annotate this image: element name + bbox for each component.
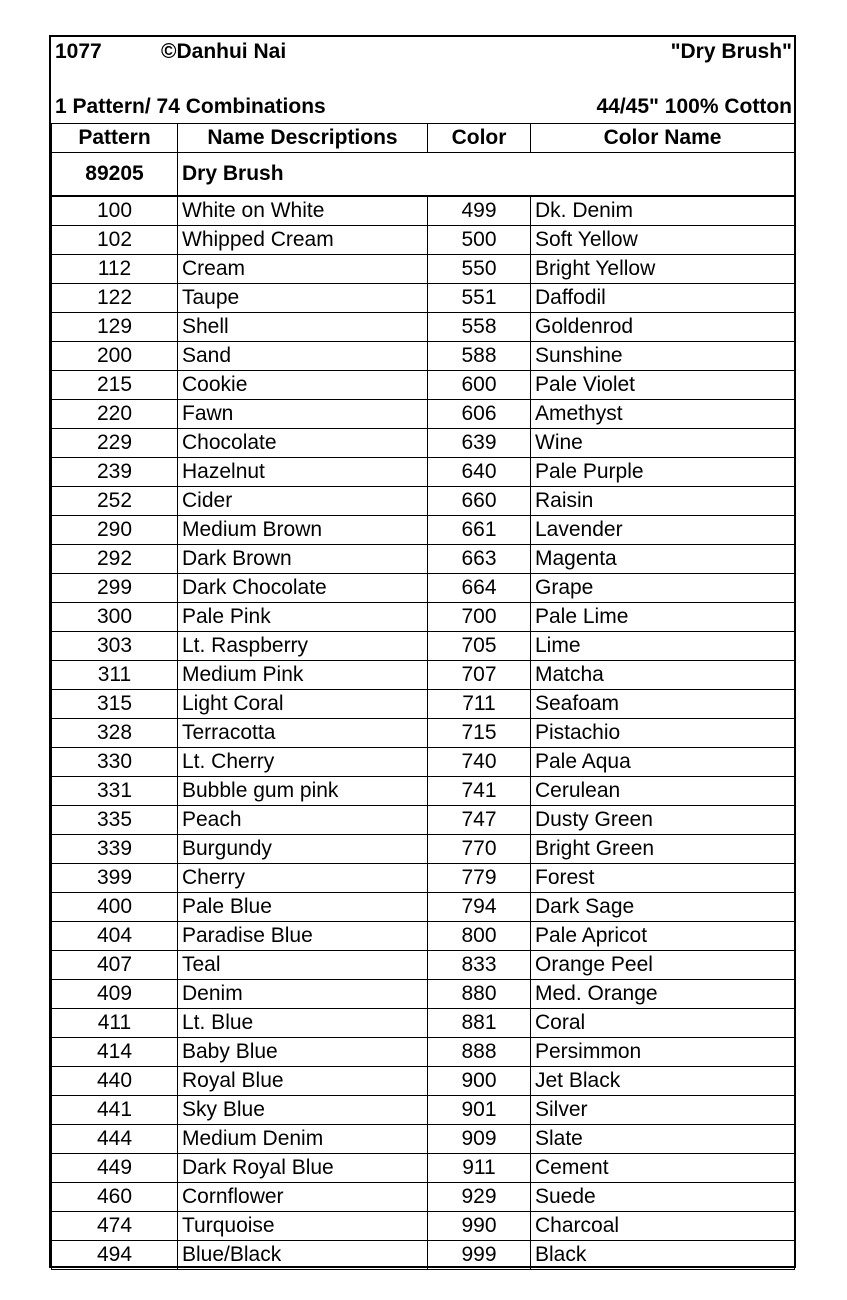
left-color-name: Chocolate bbox=[178, 429, 428, 458]
left-color-name: Medium Pink bbox=[178, 661, 428, 690]
right-color-name: Dark Sage bbox=[531, 893, 795, 922]
right-color-code: 715 bbox=[428, 719, 531, 748]
left-color-name: Pale Pink bbox=[178, 603, 428, 632]
table-row bbox=[52, 719, 795, 748]
right-color-name: Coral bbox=[531, 1009, 795, 1038]
left-color-code: 299 bbox=[52, 574, 178, 603]
left-color-code: 409 bbox=[52, 980, 178, 1009]
right-color-name: Forest bbox=[531, 864, 795, 893]
right-color-code: 880 bbox=[428, 980, 531, 1009]
right-color-name: Pale Violet bbox=[531, 371, 795, 400]
left-color-code: 122 bbox=[52, 284, 178, 313]
left-color-name: Turquoise bbox=[178, 1212, 428, 1241]
table-row bbox=[52, 1183, 795, 1212]
group-pattern-number: 89205 bbox=[52, 153, 178, 197]
combinations-count: 1 Pattern/ 74 Combinations bbox=[55, 95, 326, 118]
table-row bbox=[52, 980, 795, 1009]
pattern-group-row bbox=[52, 153, 795, 197]
right-color-name: Slate bbox=[531, 1125, 795, 1154]
left-color-code: 494 bbox=[52, 1241, 178, 1270]
right-color-code: 700 bbox=[428, 603, 531, 632]
left-color-name: Hazelnut bbox=[178, 458, 428, 487]
left-color-code: 303 bbox=[52, 632, 178, 661]
left-color-name: Taupe bbox=[178, 284, 428, 313]
left-color-code: 330 bbox=[52, 748, 178, 777]
left-color-name: Teal bbox=[178, 951, 428, 980]
designer-credit: ©Danhui Nai bbox=[161, 40, 287, 63]
right-color-code: 779 bbox=[428, 864, 531, 893]
column-header-color: Color bbox=[428, 124, 531, 153]
table-row bbox=[52, 226, 795, 255]
right-color-name: Raisin bbox=[531, 487, 795, 516]
left-color-code: 331 bbox=[52, 777, 178, 806]
table-row bbox=[52, 196, 795, 226]
right-color-code: 664 bbox=[428, 574, 531, 603]
right-color-code: 833 bbox=[428, 951, 531, 980]
left-color-name: Light Coral bbox=[178, 690, 428, 719]
table-row bbox=[52, 1125, 795, 1154]
table-row bbox=[52, 284, 795, 313]
right-color-name: Pistachio bbox=[531, 719, 795, 748]
left-color-name: Paradise Blue bbox=[178, 922, 428, 951]
left-color-name: Peach bbox=[178, 806, 428, 835]
right-color-code: 707 bbox=[428, 661, 531, 690]
left-color-name: Dark Brown bbox=[178, 545, 428, 574]
left-color-name: Sand bbox=[178, 342, 428, 371]
left-color-code: 399 bbox=[52, 864, 178, 893]
left-color-code: 311 bbox=[52, 661, 178, 690]
right-color-name: Dk. Denim bbox=[531, 196, 795, 226]
right-color-code: 499 bbox=[428, 196, 531, 226]
right-color-name: Med. Orange bbox=[531, 980, 795, 1009]
left-color-code: 290 bbox=[52, 516, 178, 545]
right-color-name: Grape bbox=[531, 574, 795, 603]
right-color-code: 663 bbox=[428, 545, 531, 574]
table-row bbox=[52, 1096, 795, 1125]
left-color-code: 129 bbox=[52, 313, 178, 342]
left-color-name: Shell bbox=[178, 313, 428, 342]
table-row bbox=[52, 487, 795, 516]
left-color-code: 440 bbox=[52, 1067, 178, 1096]
left-color-name: White on White bbox=[178, 196, 428, 226]
left-color-code: 220 bbox=[52, 400, 178, 429]
left-color-code: 404 bbox=[52, 922, 178, 951]
right-color-code: 999 bbox=[428, 1241, 531, 1270]
left-color-code: 229 bbox=[52, 429, 178, 458]
left-color-name: Dark Royal Blue bbox=[178, 1154, 428, 1183]
right-color-name: Pale Apricot bbox=[531, 922, 795, 951]
table-row bbox=[52, 255, 795, 284]
right-color-code: 660 bbox=[428, 487, 531, 516]
right-color-name: Black bbox=[531, 1241, 795, 1270]
right-color-name: Dusty Green bbox=[531, 806, 795, 835]
left-color-name: Terracotta bbox=[178, 719, 428, 748]
left-color-name: Fawn bbox=[178, 400, 428, 429]
right-color-code: 661 bbox=[428, 516, 531, 545]
left-color-name: Pale Blue bbox=[178, 893, 428, 922]
table-row bbox=[52, 458, 795, 487]
left-color-name: Dark Chocolate bbox=[178, 574, 428, 603]
right-color-code: 747 bbox=[428, 806, 531, 835]
right-color-name: Lavender bbox=[531, 516, 795, 545]
right-color-code: 901 bbox=[428, 1096, 531, 1125]
collection-number: 1077 bbox=[55, 40, 102, 63]
table-row bbox=[52, 806, 795, 835]
fabric-spec: 44/45" 100% Cotton bbox=[596, 95, 792, 118]
left-color-code: 239 bbox=[52, 458, 178, 487]
table-row bbox=[52, 893, 795, 922]
left-color-name: Cherry bbox=[178, 864, 428, 893]
table-row bbox=[52, 777, 795, 806]
right-color-code: 606 bbox=[428, 400, 531, 429]
table-row bbox=[52, 342, 795, 371]
right-color-name: Pale Purple bbox=[531, 458, 795, 487]
right-color-name: Orange Peel bbox=[531, 951, 795, 980]
left-color-code: 339 bbox=[52, 835, 178, 864]
right-color-code: 711 bbox=[428, 690, 531, 719]
table-row bbox=[52, 690, 795, 719]
right-color-code: 929 bbox=[428, 1183, 531, 1212]
left-color-name: Royal Blue bbox=[178, 1067, 428, 1096]
right-color-code: 888 bbox=[428, 1038, 531, 1067]
right-color-name: Matcha bbox=[531, 661, 795, 690]
right-color-code: 550 bbox=[428, 255, 531, 284]
table-row bbox=[52, 603, 795, 632]
table-row bbox=[52, 632, 795, 661]
column-header-name: Name Descriptions bbox=[178, 124, 428, 153]
left-color-code: 292 bbox=[52, 545, 178, 574]
left-color-name: Cookie bbox=[178, 371, 428, 400]
table-row bbox=[52, 516, 795, 545]
right-color-code: 705 bbox=[428, 632, 531, 661]
left-color-name: Lt. Raspberry bbox=[178, 632, 428, 661]
column-header-color-name: Color Name bbox=[531, 124, 795, 153]
left-color-name: Cider bbox=[178, 487, 428, 516]
left-color-name: Sky Blue bbox=[178, 1096, 428, 1125]
left-color-code: 112 bbox=[52, 255, 178, 284]
right-color-code: 600 bbox=[428, 371, 531, 400]
left-color-code: 100 bbox=[52, 196, 178, 226]
left-color-name: Lt. Cherry bbox=[178, 748, 428, 777]
collection-title: "Dry Brush" bbox=[670, 40, 792, 63]
table-row bbox=[52, 429, 795, 458]
right-color-name: Bright Green bbox=[531, 835, 795, 864]
left-color-name: Cream bbox=[178, 255, 428, 284]
left-color-code: 200 bbox=[52, 342, 178, 371]
table-row bbox=[52, 1154, 795, 1183]
group-pattern-name: Dry Brush bbox=[178, 153, 795, 197]
table-row bbox=[52, 661, 795, 690]
right-color-code: 640 bbox=[428, 458, 531, 487]
right-color-code: 551 bbox=[428, 284, 531, 313]
table-row bbox=[52, 1241, 795, 1270]
right-color-code: 909 bbox=[428, 1125, 531, 1154]
right-color-name: Goldenrod bbox=[531, 313, 795, 342]
table-row bbox=[52, 951, 795, 980]
column-header-pattern: Pattern bbox=[52, 124, 178, 153]
right-color-name: Amethyst bbox=[531, 400, 795, 429]
right-color-name: Soft Yellow bbox=[531, 226, 795, 255]
left-color-code: 400 bbox=[52, 893, 178, 922]
right-color-name: Silver bbox=[531, 1096, 795, 1125]
left-color-code: 414 bbox=[52, 1038, 178, 1067]
table-row bbox=[52, 1212, 795, 1241]
left-color-name: Bubble gum pink bbox=[178, 777, 428, 806]
right-color-name: Wine bbox=[531, 429, 795, 458]
table-row bbox=[52, 371, 795, 400]
left-color-name: Blue/Black bbox=[178, 1241, 428, 1270]
table-body bbox=[52, 153, 795, 1270]
right-color-name: Daffodil bbox=[531, 284, 795, 313]
table-row bbox=[52, 922, 795, 951]
table-row bbox=[52, 313, 795, 342]
left-color-code: 444 bbox=[52, 1125, 178, 1154]
right-color-name: Charcoal bbox=[531, 1212, 795, 1241]
table-row bbox=[52, 864, 795, 893]
left-color-name: Baby Blue bbox=[178, 1038, 428, 1067]
table-row bbox=[52, 1067, 795, 1096]
table-row bbox=[52, 574, 795, 603]
right-color-name: Magenta bbox=[531, 545, 795, 574]
right-color-code: 800 bbox=[428, 922, 531, 951]
left-color-name: Burgundy bbox=[178, 835, 428, 864]
left-color-name: Lt. Blue bbox=[178, 1009, 428, 1038]
right-color-name: Seafoam bbox=[531, 690, 795, 719]
left-color-code: 300 bbox=[52, 603, 178, 632]
right-color-code: 639 bbox=[428, 429, 531, 458]
right-color-name: Lime bbox=[531, 632, 795, 661]
right-color-name: Pale Aqua bbox=[531, 748, 795, 777]
right-color-code: 900 bbox=[428, 1067, 531, 1096]
header-line-2 bbox=[51, 94, 794, 122]
right-color-name: Pale Lime bbox=[531, 603, 795, 632]
left-color-code: 411 bbox=[52, 1009, 178, 1038]
left-color-code: 215 bbox=[52, 371, 178, 400]
left-color-name: Medium Brown bbox=[178, 516, 428, 545]
left-color-name: Medium Denim bbox=[178, 1125, 428, 1154]
right-color-code: 881 bbox=[428, 1009, 531, 1038]
right-color-name: Bright Yellow bbox=[531, 255, 795, 284]
right-color-name: Suede bbox=[531, 1183, 795, 1212]
table-row bbox=[52, 748, 795, 777]
right-color-name: Cement bbox=[531, 1154, 795, 1183]
left-color-code: 328 bbox=[52, 719, 178, 748]
table-row bbox=[52, 1038, 795, 1067]
left-color-code: 102 bbox=[52, 226, 178, 255]
right-color-code: 911 bbox=[428, 1154, 531, 1183]
left-color-name: Whipped Cream bbox=[178, 226, 428, 255]
right-color-code: 770 bbox=[428, 835, 531, 864]
header-line-1 bbox=[51, 39, 794, 67]
right-color-code: 558 bbox=[428, 313, 531, 342]
table-row bbox=[52, 400, 795, 429]
left-color-code: 460 bbox=[52, 1183, 178, 1212]
left-color-code: 441 bbox=[52, 1096, 178, 1125]
right-color-name: Persimmon bbox=[531, 1038, 795, 1067]
right-color-name: Sunshine bbox=[531, 342, 795, 371]
left-color-code: 252 bbox=[52, 487, 178, 516]
right-color-code: 740 bbox=[428, 748, 531, 777]
color-chart-sheet bbox=[49, 35, 796, 1268]
color-table bbox=[51, 123, 795, 1270]
left-color-code: 335 bbox=[52, 806, 178, 835]
table-header-row bbox=[52, 124, 795, 153]
table-row bbox=[52, 1009, 795, 1038]
table-row bbox=[52, 545, 795, 574]
left-color-code: 449 bbox=[52, 1154, 178, 1183]
right-color-code: 794 bbox=[428, 893, 531, 922]
left-color-code: 474 bbox=[52, 1212, 178, 1241]
right-color-name: Jet Black bbox=[531, 1067, 795, 1096]
right-color-code: 741 bbox=[428, 777, 531, 806]
right-color-code: 500 bbox=[428, 226, 531, 255]
table-row bbox=[52, 835, 795, 864]
left-color-code: 407 bbox=[52, 951, 178, 980]
left-color-name: Cornflower bbox=[178, 1183, 428, 1212]
right-color-code: 588 bbox=[428, 342, 531, 371]
left-color-code: 315 bbox=[52, 690, 178, 719]
right-color-code: 990 bbox=[428, 1212, 531, 1241]
left-color-name: Denim bbox=[178, 980, 428, 1009]
right-color-name: Cerulean bbox=[531, 777, 795, 806]
